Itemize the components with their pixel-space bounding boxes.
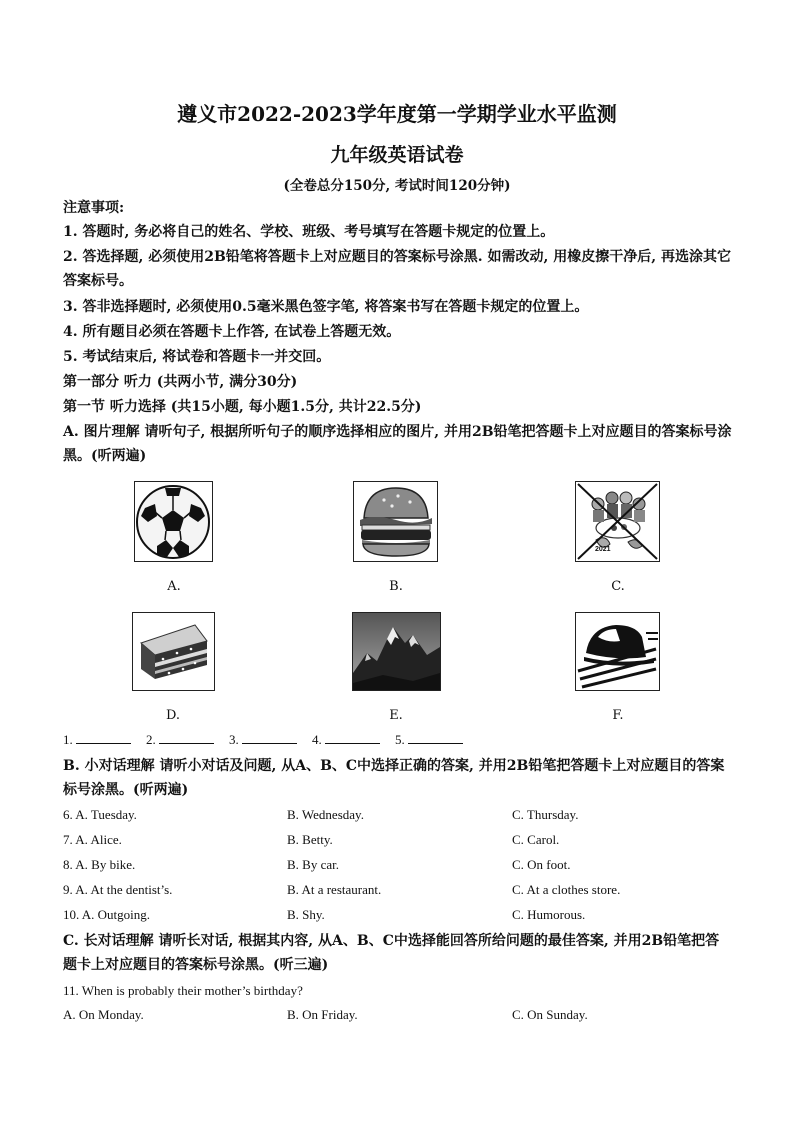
picture-c-caption: 2021 (595, 546, 611, 553)
q9-option-c: C. At a clothes store. (512, 882, 621, 897)
q10-option-a: 10. A. Outgoing. (63, 907, 151, 922)
q8-option-a: 8. A. By bike. (63, 857, 136, 872)
instruction-2: 2. 答选择题, 必须使用2B铅笔将答题卡上对应题目的答案标号涂黑. 如需改动, 用橡皮擦干净后, 再选涂其它答案标号。 (63, 249, 732, 289)
picture-c-label: C. (611, 579, 625, 594)
picture-e-label: E. (389, 708, 403, 723)
picture-e (352, 612, 441, 691)
picture-b (353, 481, 438, 562)
picture-d (132, 612, 215, 691)
q9-option-b: B. At a restaurant. (287, 882, 382, 897)
q6-option-b: B. Wednesday. (287, 807, 364, 822)
part1-heading: 第一部分 听力 (共两小节, 满分30分) (63, 374, 298, 390)
answer-blank[interactable]: 4. (312, 731, 380, 748)
exam-subtitle: 九年级英语试卷 (330, 144, 464, 166)
exam-title: 遵义市2022-2023学年度第一学期学业水平监测 (177, 102, 617, 126)
exam-note: (全卷总分150分, 考试时间120分钟) (283, 178, 511, 194)
q7-option-c: C. Carol. (512, 832, 560, 847)
crossed-out-meal-icon (576, 482, 659, 561)
sectionA-instruction: A. 图片理解 请听句子, 根据所听句子的顺序选择相应的图片, 并用2B铅笔把答题卡上对应题目的答案标号涂黑。(听两遍) (63, 424, 732, 464)
picture-a (134, 481, 213, 562)
answer-blanks (63, 731, 475, 748)
picture-a-label: A. (167, 579, 181, 594)
q7-option-a: 7. A. Alice. (63, 832, 122, 847)
cake-slice-icon (133, 613, 214, 690)
picture-f-label: F. (612, 708, 624, 723)
mountain-icon (353, 613, 440, 690)
sectionC-instruction: C. 长对话理解 请听长对话, 根据其内容, 从A、B、C中选择能回答所给问题的最佳答案, 并用2B铅笔把答题卡上对应题目的答案标号涂黑。(听三遍) (63, 933, 720, 973)
instructions-heading: 注意事项: (63, 200, 125, 216)
q7-option-b: B. Betty. (287, 832, 333, 847)
q10-option-c: C. Humorous. (512, 907, 586, 922)
picture-d-label: D. (165, 708, 181, 723)
instruction-4: 4. 所有题目必须在答题卡上作答, 在试卷上答题无效。 (63, 324, 401, 340)
picture-f (575, 612, 660, 691)
sectionB-instruction: B. 小对话理解 请听小对话及问题, 从A、B、C中选择正确的答案, 并用2B铅笔把答题卡上对应题目的答案标号涂黑。(听两遍) (63, 758, 725, 798)
answer-blank[interactable]: 3. (229, 731, 297, 748)
q6-option-a: 6. A. Tuesday. (63, 807, 137, 822)
train-icon (576, 613, 659, 690)
instruction-1: 1. 答题时, 务必将自己的姓名、学校、班级、考号填写在答题卡规定的位置上。 (63, 224, 555, 240)
q9-option-a: 9. A. At the dentist’s. (63, 882, 173, 897)
answer-blank[interactable]: 2. (146, 731, 214, 748)
q11-option-c: C. On Sunday. (512, 1007, 588, 1022)
q6-option-c: C. Thursday. (512, 807, 579, 822)
instruction-5: 5. 考试结束后, 将试卷和答题卡一并交回。 (63, 349, 331, 365)
q11-option-a: A. On Monday. (63, 1007, 144, 1022)
q10-option-b: B. Shy. (287, 907, 325, 922)
q11-question: 11. When is probably their mother’s birthday? (63, 983, 303, 998)
picture-c (575, 481, 660, 562)
answer-blank[interactable]: 5. (395, 731, 463, 748)
q8-option-c: C. On foot. (512, 857, 571, 872)
soccer-ball-icon (135, 482, 212, 561)
instruction-3: 3. 答非选择题时, 必须使用0.5毫米黑色签字笔, 将答案书写在答题卡规定的位置上。 (63, 299, 589, 315)
q11-option-b: B. On Friday. (287, 1007, 358, 1022)
hamburger-icon (354, 482, 437, 561)
section1-heading: 第一节 听力选择 (共15小题, 每小题1.5分, 共计22.5分) (63, 399, 422, 415)
q8-option-b: B. By car. (287, 857, 339, 872)
picture-b-label: B. (389, 579, 403, 594)
answer-blank[interactable]: 1. (63, 731, 131, 748)
